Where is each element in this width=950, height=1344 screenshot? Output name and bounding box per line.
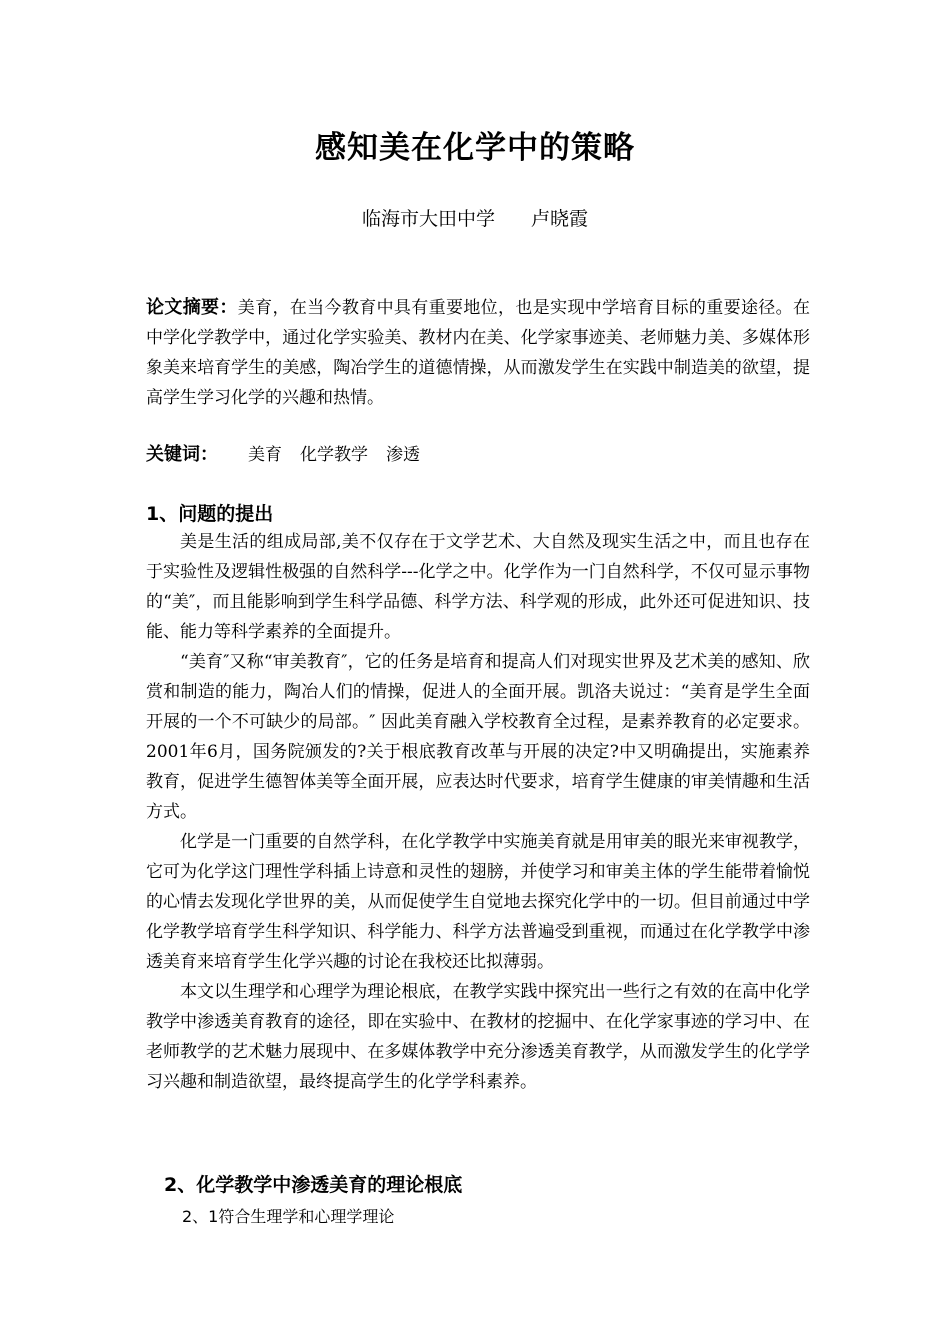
author-name: 卢晓霞 [531,208,589,230]
paragraph: 化学是一门重要的自然学科，在化学教学中实施美育就是用审美的眼光来审视教学，它可为化学这门理性学科插上诗意和灵性的翅膀，并使学习和审美主体的学生能带着愉悦的心情去发现化学世界的美，从而促使学生自觉地去探究化学中的一切。但目前通过中学化学教学培育学生科学知识、科学能力、科学方法普遍受到重视，而通过在化学教学中渗透美育来培育学生化学兴趣的讨论在我校还比拟薄弱。 [146,832,810,972]
abstract-label: 论文摘要： [146,297,238,318]
document-title: 感知美在化学中的策略 [315,130,635,166]
keyword-list [248,445,438,465]
section-2-heading: 2、化学教学中渗透美育的理论根底 [164,1174,463,1196]
section-1-heading: 1、问题的提出 [146,503,274,525]
section-2-1-subheading: 2、1符合生理学和心理学理论 [182,1207,395,1226]
abstract [146,293,810,413]
abstract-text: 美育，在当今教育中具有重要地位，也是实现中学培育目标的重要途径。在中学化学教学中，通过化学实验美、教材内在美、化学家事迹美、老师魅力美、多媒体形象美来培育学生的美感，陶冶学生的道德情操，从而激发学生在实践中制造美的欲望，提高学生学习化学的兴趣和热情。 [146,298,811,408]
keywords-label: 关键词： [146,444,218,465]
paragraph: 本文以生理学和心理学为理论根底，在教学实践中探究出一些行之有效的在高中化学教学中渗透美育教育的途径，即在实验中、在教材的挖掘中、在化学家事迹的学习中、在老师教学的艺术魅力展现中、在多媒体教学中充分渗透美育教学，从而激发学生的化学学习兴趣和制造欲望，最终提高学生的化学学科素养。 [146,982,810,1092]
keyword-item: 渗透 [386,445,420,465]
byline [0,204,950,234]
paragraph: “美育″又称“审美教育″，它的任务是培育和提高人们对现实世界及艺术美的感知、欣赏和制造的能力，陶冶人们的情操，促进人的全面开展。凯洛夫说过：“美育是学生全面开展的一个不可缺少的局部。″ 因此美育融入学校教育全过程，是素养教育的必定要求。2001年6月，国务院颁发的?关于根底教育改革与开展的决定?中又明确提出，实施素养教育，促进学生德智体美等全面开展，应表达时代要求，培育学生健康的审美情趣和生活方式。 [146,652,810,822]
keyword-item: 化学教学 [300,445,368,465]
section-1-body [146,527,810,1097]
paragraph: 美是生活的组成局部,美不仅存在于文学艺术、大自然及现实生活之中，而且也存在于实验性及逻辑性极强的自然科学---化学之中。化学作为一门自然科学，不仅可显示事物的“美″，而且能影响到学生科学品德、科学方法、科学观的形成，此外还可促进知识、技能、能力等科学素养的全面提升。 [146,532,810,642]
keywords [146,440,438,470]
school-name: 临海市大田中学 [361,208,495,230]
keyword-item: 美育 [248,445,282,465]
